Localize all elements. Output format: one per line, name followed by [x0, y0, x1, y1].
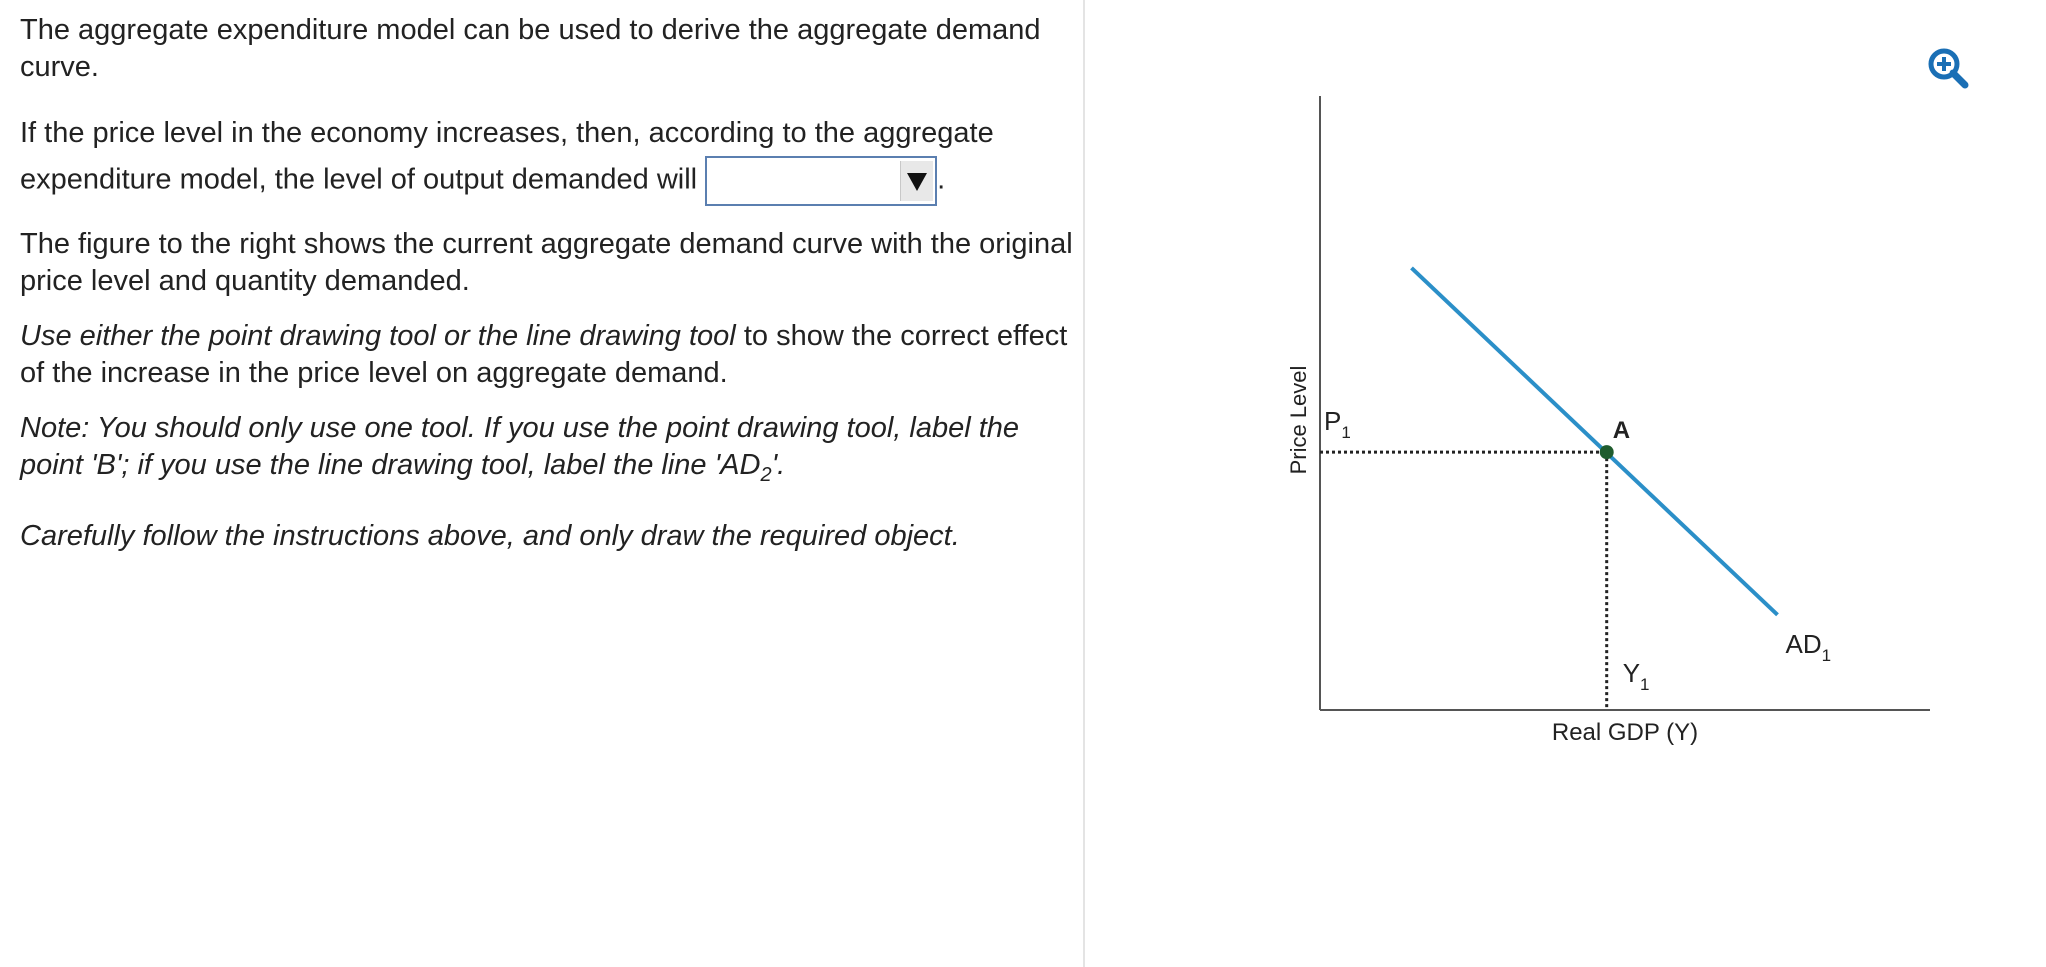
intro-text: The aggregate expenditure model can be used to derive the aggregate demand curve. — [20, 14, 1041, 83]
y-axis-label: Price Level — [1286, 365, 1311, 475]
p1-subscript: 1 — [1341, 423, 1351, 443]
note-text — [20, 410, 1080, 494]
panel-divider — [1083, 0, 1085, 967]
x-axis-label: Real GDP (Y) — [1551, 719, 1699, 746]
ad1-label — [1786, 629, 1832, 665]
y1-letter: Y — [1622, 658, 1641, 688]
note-main: Note: You should only use one tool. If you use the point drawing tool, label the point 'B'; if you use the line drawing tool, label the line 'AD — [20, 412, 1020, 481]
ad1-curve[interactable] — [1412, 268, 1778, 615]
instructions-panel — [20, 12, 1080, 555]
point-a-label: A — [1612, 417, 1631, 445]
point-a[interactable] — [1600, 445, 1614, 459]
caution-text: Carefully follow the instructions above, and only draw the required object. — [20, 519, 960, 552]
ad1-subscript: 1 — [1821, 645, 1832, 665]
note-subscript: 2 — [760, 463, 772, 486]
question-after: . — [937, 163, 946, 196]
tool-instructions — [20, 318, 1080, 392]
y1-subscript: 1 — [1640, 675, 1650, 694]
ad1-letters: AD — [1785, 628, 1822, 659]
note-end: '. — [771, 449, 786, 481]
dropdown-arrow-button[interactable] — [900, 161, 933, 201]
question-before: If the price level in the economy increases, then, according to the aggregate expenditure model, the level of output demanded will — [20, 117, 994, 196]
figure-description: The figure to the right shows the current aggregate demand curve with the original price level and quantity demanded. — [20, 228, 1073, 297]
ad-graph[interactable] — [1270, 80, 1950, 780]
answer-dropdown[interactable] — [705, 156, 937, 206]
dropdown-triangle-icon — [905, 169, 929, 193]
question-text — [20, 110, 1080, 206]
y1-label — [1623, 658, 1650, 694]
p1-letter: P — [1324, 406, 1342, 437]
tool-instructions-rest: to show the correct effect of the increase in the price level on aggregate demand. — [20, 320, 1068, 389]
tool-instructions-italic: Use either the point drawing tool or the line drawing tool — [20, 320, 736, 352]
p1-label — [1324, 406, 1351, 442]
